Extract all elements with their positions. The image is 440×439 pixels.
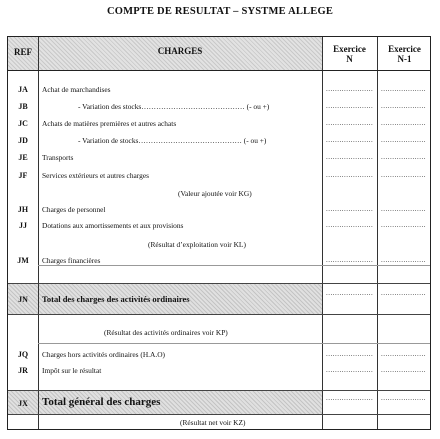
row-value-n: .....................	[326, 85, 374, 93]
row-value-n1: ....................	[381, 221, 426, 229]
row-code: JR	[18, 366, 28, 375]
note-resultat-activites-ordinaires: (Résultat des activités ordinaires voir KP)	[104, 328, 228, 337]
col-divider-n1	[377, 37, 378, 429]
total-jn-label: Total des charges des activités ordinaires	[42, 294, 190, 304]
row-value-n: .....................	[326, 102, 374, 110]
row-label: Impôt sur le résultat	[42, 366, 102, 375]
row-code: JD	[18, 136, 28, 145]
header-rule	[8, 70, 430, 71]
row-code: JC	[18, 119, 28, 128]
row-value-n: .....................	[326, 350, 374, 358]
total-jx-value-n1: ....................	[381, 394, 426, 402]
col-divider-n	[322, 37, 323, 429]
rule-before-jn	[8, 283, 430, 284]
rule-before-jx	[8, 390, 430, 391]
header-ref: REF	[14, 47, 32, 57]
total-jn-value-n1: ....................	[381, 289, 426, 297]
note-resultat-net: (Résultat net voir KZ)	[180, 418, 246, 427]
row-label: Charges hors activités ordinaires (H.A.O)	[42, 350, 166, 359]
total-jx-label: Total général des charges	[42, 396, 161, 408]
row-value-n1: ....................	[381, 85, 426, 93]
total-jn-code: JN	[18, 295, 28, 304]
row-value-n1: ....................	[381, 205, 426, 213]
row-code: JJ	[19, 221, 27, 230]
row-label: Services extérieurs et autres charges	[42, 171, 149, 180]
row-value-n: .....................	[326, 119, 374, 127]
row-value-n1: ....................	[381, 366, 426, 374]
row-value-n: .....................	[326, 171, 374, 179]
note-resultat-exploitation: (Résultat d’exploitation voir KL)	[148, 240, 246, 249]
row-value-n1: ....................	[381, 102, 426, 110]
row-label: - Variation des stocks…………………………………… (- ou +)	[78, 102, 270, 111]
total-jx-value-n: .....................	[326, 394, 374, 402]
row-value-n: .....................	[326, 256, 374, 264]
row-separator	[38, 265, 430, 266]
row-value-n1: ....................	[381, 256, 426, 264]
row-value-n1: ....................	[381, 171, 426, 179]
row-separator	[38, 343, 430, 344]
row-code: JA	[18, 85, 28, 94]
row-value-n1: ....................	[381, 136, 426, 144]
row-code: JQ	[17, 350, 29, 359]
row-code: JM	[17, 256, 29, 265]
rule-after-jn	[8, 314, 430, 315]
row-label: Achats de matières premières et autres achats	[42, 119, 177, 128]
row-value-n: .....................	[326, 136, 374, 144]
header-exercice-n: Exercice N	[333, 44, 366, 64]
total-jx-code: JX	[18, 399, 28, 408]
row-value-n1: ....................	[381, 119, 426, 127]
header-exercice-n1: Exercice N-1	[388, 44, 421, 64]
row-label: Transports	[42, 153, 74, 162]
row-code: JF	[18, 171, 28, 180]
row-value-n: .....................	[326, 153, 374, 161]
rule-after-jx	[8, 414, 430, 415]
row-code: JE	[18, 153, 28, 162]
income-statement-table	[7, 36, 431, 430]
note-valeur-ajoutee: (Valeur ajoutée voir KG)	[178, 189, 252, 198]
row-label: Charges financières	[42, 256, 101, 265]
row-code: JH	[17, 205, 29, 214]
row-label: Dotations aux amortissements et aux provisions	[42, 221, 184, 230]
row-label: Achat de marchandises	[42, 85, 111, 94]
document-title: COMPTE DE RESULTAT – SYSTME ALLEGE	[106, 6, 334, 17]
total-jn-value-n: .....................	[326, 289, 374, 297]
row-label: - Variation de stocks…………………………………… (- ou +)	[78, 136, 267, 145]
header-charges: CHARGES	[157, 46, 203, 56]
row-value-n: .....................	[326, 221, 374, 229]
row-code: JB	[18, 102, 28, 111]
row-value-n: .....................	[326, 205, 374, 213]
row-value-n1: ....................	[381, 153, 426, 161]
row-label: Charges de personnel	[42, 205, 106, 214]
row-value-n: .....................	[326, 366, 374, 374]
col-divider-ref	[38, 37, 39, 429]
row-value-n1: ....................	[381, 350, 426, 358]
